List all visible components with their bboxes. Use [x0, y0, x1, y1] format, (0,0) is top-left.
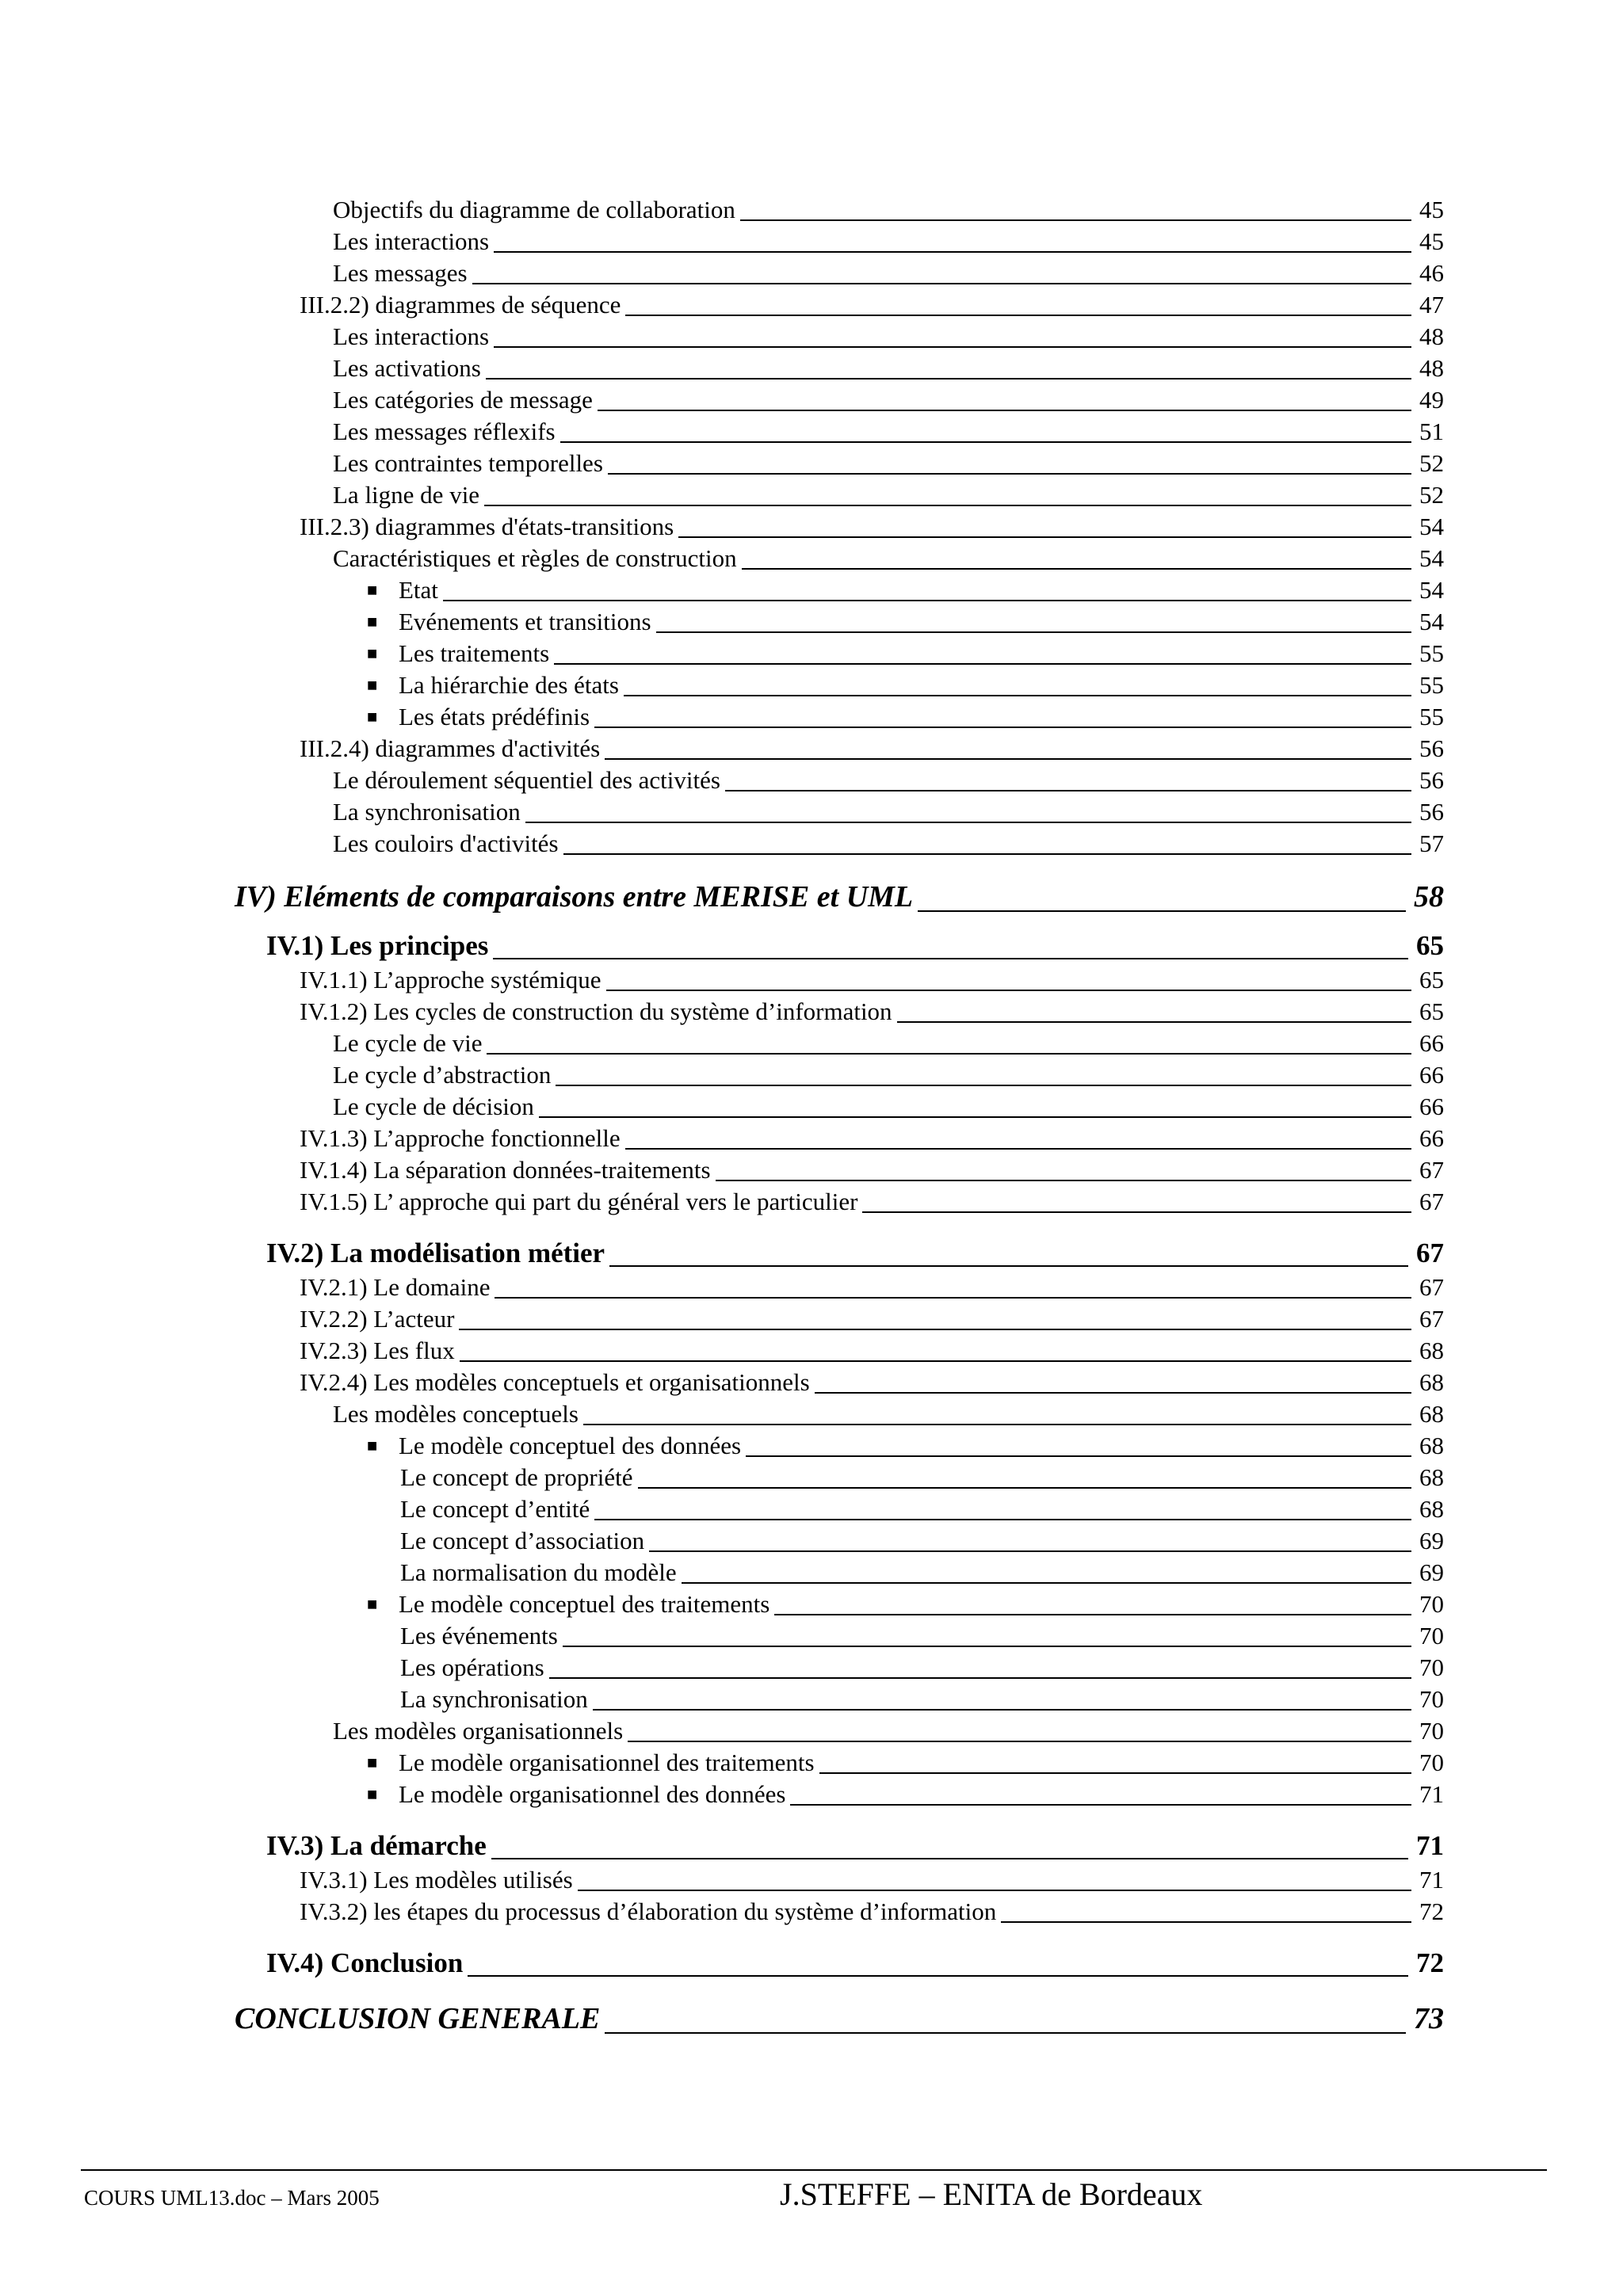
toc-entry-title: Les interactions [333, 227, 490, 255]
toc-entry[interactable] [400, 1652, 1444, 1684]
toc-leader-line [605, 2032, 1406, 2034]
toc-page-number: 68 [1419, 1368, 1444, 1396]
toc-entry-title: Le cycle d’abstraction [333, 1061, 552, 1089]
toc-page-number: 71 [1419, 1866, 1444, 1894]
toc-page-number: 47 [1419, 291, 1444, 318]
toc-page-number: 54 [1419, 544, 1444, 572]
toc-entry[interactable] [300, 1154, 1444, 1186]
toc-leader-line [484, 505, 1411, 506]
toc-leader-line [918, 910, 1406, 912]
toc-page-number: 68 [1419, 1495, 1444, 1523]
bullet-icon: ■ [367, 1594, 378, 1614]
toc-entry[interactable] [367, 574, 1444, 606]
toc-entry-title: Le concept d’entité [400, 1495, 590, 1523]
toc-entry-title: Les événements [400, 1622, 558, 1650]
toc-leader-line [740, 219, 1411, 221]
toc-leader-line [549, 1677, 1411, 1679]
toc-leader-line [649, 1550, 1411, 1552]
toc-entry[interactable] [333, 257, 1444, 289]
toc-leader-line [819, 1772, 1411, 1774]
toc-entry[interactable] [266, 1945, 1444, 1981]
toc-page-number: 67 [1419, 1156, 1444, 1184]
toc-entry[interactable] [333, 353, 1444, 384]
toc-entry-title: IV.3.2) les étapes du processus d’élaboration du système d’information [300, 1897, 997, 1925]
toc-entry-title: IV.2.3) Les flux [300, 1337, 455, 1364]
bullet-icon: ■ [367, 675, 378, 695]
toc-entry[interactable] [333, 448, 1444, 479]
toc-leader-line [539, 1116, 1411, 1118]
toc-entry[interactable] [333, 321, 1444, 353]
toc-entry[interactable] [300, 511, 1444, 543]
toc-leader-line [862, 1211, 1411, 1213]
toc-entry[interactable] [367, 1747, 1444, 1779]
toc-leader-line [468, 1975, 1408, 1977]
toc-entry[interactable] [333, 765, 1444, 796]
toc-entry[interactable] [300, 1303, 1444, 1335]
toc-page-number: 55 [1419, 703, 1444, 730]
toc-leader-line [638, 1487, 1412, 1489]
toc-entry[interactable] [333, 1059, 1444, 1091]
toc-leader-line [625, 1148, 1411, 1150]
toc-page-number: 66 [1419, 1124, 1444, 1152]
toc-entry-title: Les modèles organisationnels [333, 1717, 624, 1745]
toc-leader-line [624, 695, 1411, 696]
bullet-icon: ■ [367, 707, 378, 727]
toc-page-number: 54 [1419, 513, 1444, 540]
toc-page-number: 67 [1419, 1188, 1444, 1215]
toc-leader-line [472, 283, 1411, 284]
toc-page-number: 72 [1416, 1947, 1444, 1978]
toc-leader-line [495, 1297, 1411, 1299]
toc-entry[interactable] [300, 1864, 1444, 1896]
toc-entry-title: IV.4) Conclusion [266, 1947, 464, 1978]
toc-entry-title: IV.1.3) L’approche fonctionnelle [300, 1124, 621, 1152]
footer-divider [81, 2169, 1547, 2171]
toc-entry-title: Le modèle organisationnel des traitements [399, 1749, 815, 1776]
toc-leader-line [774, 1614, 1411, 1615]
toc-leader-line [606, 990, 1411, 991]
toc-leader-line [494, 346, 1411, 348]
toc-page-number: 70 [1419, 1653, 1444, 1681]
toc-page-number: 66 [1419, 1061, 1444, 1089]
toc-entry-title: IV) Eléments de comparaisons entre MERISE et UML [235, 880, 914, 913]
toc-page-number: 70 [1419, 1622, 1444, 1650]
toc-entry[interactable] [266, 928, 1444, 964]
toc-entry-title: Les opérations [400, 1653, 544, 1681]
toc-entry-title: IV.2) La modélisation métier [266, 1238, 605, 1268]
toc-page-number: 57 [1419, 830, 1444, 857]
toc-leader-line [897, 1021, 1411, 1023]
toc-entry-title: IV.2.2) L’acteur [300, 1305, 455, 1333]
toc-entry-title: Le modèle conceptuel des données [399, 1432, 742, 1459]
toc-entry[interactable] [300, 996, 1444, 1028]
toc-leader-line [725, 790, 1411, 791]
toc-entry-title: La hiérarchie des états [399, 671, 619, 699]
toc-page-number: 67 [1416, 1238, 1444, 1268]
toc-entry[interactable] [400, 1684, 1444, 1715]
toc-entry[interactable] [367, 638, 1444, 669]
toc-entry-title: IV.1.2) Les cycles de construction du système d’information [300, 997, 892, 1025]
toc-page-number: 70 [1419, 1749, 1444, 1776]
toc-page-number: 71 [1419, 1780, 1444, 1808]
toc-leader-line [746, 1455, 1411, 1457]
toc-page-number: 45 [1419, 196, 1444, 223]
toc-entry-title: Le concept d’association [400, 1527, 645, 1554]
toc-entry-title: Les modèles conceptuels [333, 1400, 579, 1428]
toc-entry[interactable] [400, 1620, 1444, 1652]
toc-entry-title: IV.1.1) L’approche systémique [300, 966, 601, 994]
toc-page-number: 51 [1419, 418, 1444, 445]
toc-entry-title: Les messages réflexifs [333, 418, 556, 445]
toc-page-number: 67 [1419, 1305, 1444, 1333]
toc-leader-line [609, 1265, 1408, 1267]
toc-entry[interactable] [333, 384, 1444, 416]
toc-leader-line [608, 473, 1411, 475]
toc-leader-line [578, 1890, 1411, 1891]
toc-entry[interactable] [300, 1335, 1444, 1367]
toc-page-number: 70 [1419, 1717, 1444, 1745]
toc-leader-line [1001, 1921, 1411, 1923]
toc-page-number: 65 [1419, 997, 1444, 1025]
toc-entry[interactable] [367, 1589, 1444, 1620]
toc-page-number: 68 [1419, 1337, 1444, 1364]
toc-leader-line [486, 378, 1411, 379]
toc-entry-title: Le cycle de décision [333, 1093, 534, 1120]
toc-leader-line [605, 758, 1411, 760]
toc-leader-line [487, 1053, 1411, 1055]
toc-leader-line [656, 631, 1411, 633]
toc-page-number: 69 [1419, 1527, 1444, 1554]
toc-page-number: 56 [1419, 734, 1444, 762]
toc-entry[interactable] [400, 1493, 1444, 1525]
toc-page-number: 54 [1419, 576, 1444, 604]
toc-entry-title: Caractéristiques et règles de construction [333, 544, 737, 572]
toc-page-number: 55 [1419, 671, 1444, 699]
toc-entry[interactable] [400, 1462, 1444, 1493]
toc-page-number: 48 [1419, 354, 1444, 382]
footer-author: J.STEFFE – ENITA de Bordeaux [780, 2176, 1203, 2212]
toc-page-number: 56 [1419, 798, 1444, 826]
toc-leader-line [583, 1424, 1411, 1425]
toc-entry[interactable] [235, 877, 1444, 917]
toc-entry[interactable] [333, 1398, 1444, 1430]
toc-entry[interactable] [333, 194, 1444, 226]
toc-entry[interactable] [333, 416, 1444, 448]
toc-entry[interactable] [300, 1896, 1444, 1928]
toc-page-number: 73 [1414, 2002, 1444, 2035]
toc-page-number: 66 [1419, 1093, 1444, 1120]
bullet-icon: ■ [367, 643, 378, 663]
toc-entry-title: Objectifs du diagramme de collaboration [333, 196, 735, 223]
toc-leader-line [560, 441, 1411, 443]
toc-entry-title: Les activations [333, 354, 481, 382]
toc-entry[interactable] [367, 1430, 1444, 1462]
toc-page-number: 49 [1419, 386, 1444, 414]
toc-page-number: 54 [1419, 608, 1444, 635]
toc-entry-title: IV.1) Les principes [266, 930, 489, 961]
toc-entry[interactable] [367, 701, 1444, 733]
toc-entry[interactable] [235, 1999, 1444, 2039]
toc-leader-line [460, 1360, 1411, 1362]
toc-entry[interactable] [367, 606, 1444, 638]
toc-entry-title: Les traitements [399, 639, 550, 667]
toc-page-number: 56 [1419, 766, 1444, 794]
toc-leader-line [628, 1741, 1411, 1742]
toc-entry[interactable] [300, 733, 1444, 765]
toc-entry-title: Etat [399, 576, 438, 604]
bullet-icon: ■ [367, 1753, 378, 1772]
toc-entry-title: Evénements et transitions [399, 608, 651, 635]
toc-entry[interactable] [300, 1272, 1444, 1303]
toc-page-number: 55 [1419, 639, 1444, 667]
toc-entry[interactable] [300, 1367, 1444, 1398]
toc-entry-title: III.2.3) diagrammes d'états-transitions [300, 513, 674, 540]
toc-leader-line [682, 1582, 1411, 1584]
toc-leader-line [815, 1392, 1411, 1394]
toc-page-number: 52 [1419, 481, 1444, 509]
toc-entry[interactable] [400, 1525, 1444, 1557]
toc-leader-line [493, 958, 1408, 959]
toc-leader-line [593, 1709, 1411, 1711]
toc-leader-line [494, 251, 1411, 253]
toc-leader-line [678, 536, 1411, 538]
toc-entry[interactable] [333, 828, 1444, 860]
toc-entry-title: Le cycle de vie [333, 1029, 483, 1057]
toc-entry[interactable] [333, 1715, 1444, 1747]
bullet-icon: ■ [367, 1784, 378, 1804]
toc-leader-line [625, 315, 1411, 316]
toc-entry-title: IV.1.5) L’ approche qui part du général vers le particulier [300, 1188, 858, 1215]
toc-leader-line [716, 1180, 1411, 1181]
toc-entry-title: Les couloirs d'activités [333, 830, 559, 857]
toc-page-number: 69 [1419, 1558, 1444, 1586]
toc-page-number: 70 [1419, 1685, 1444, 1713]
toc-entry[interactable] [333, 543, 1444, 574]
bullet-icon: ■ [367, 580, 378, 600]
toc-leader-line [459, 1329, 1411, 1330]
toc-entry[interactable] [400, 1557, 1444, 1589]
bullet-icon: ■ [367, 1436, 378, 1455]
toc-page-number: 46 [1419, 259, 1444, 287]
toc-page-number: 71 [1416, 1830, 1444, 1861]
toc-entry[interactable] [333, 1091, 1444, 1123]
toc-entry[interactable] [367, 669, 1444, 701]
toc-entry[interactable] [333, 479, 1444, 511]
toc-leader-line [742, 568, 1411, 570]
toc-entry-title: IV.2.4) Les modèles conceptuels et organisationnels [300, 1368, 810, 1396]
toc-page-number: 68 [1419, 1463, 1444, 1491]
toc-page-number: 68 [1419, 1432, 1444, 1459]
toc-page-number: 58 [1414, 880, 1444, 913]
toc-entry[interactable] [367, 1779, 1444, 1810]
toc-entry-title: III.2.2) diagrammes de séquence [300, 291, 621, 318]
toc-entry[interactable] [300, 964, 1444, 996]
toc-leader-line [594, 727, 1411, 728]
toc-entry-title: IV.3) La démarche [266, 1830, 487, 1861]
toc-entry-title: Les messages [333, 259, 468, 287]
toc-page-number: 45 [1419, 227, 1444, 255]
toc-entry[interactable] [300, 1186, 1444, 1218]
toc-leader-line [491, 1858, 1408, 1859]
toc-leader-line [443, 600, 1411, 601]
toc-entry-title: III.2.4) diagrammes d'activités [300, 734, 601, 762]
toc-leader-line [598, 410, 1411, 411]
toc-page-number: 72 [1419, 1897, 1444, 1925]
toc-leader-line [563, 1646, 1411, 1647]
toc-leader-line [790, 1804, 1411, 1806]
toc-entry-title: Les états prédéfinis [399, 703, 590, 730]
toc-entry-title: La ligne de vie [333, 481, 480, 509]
toc-entry-title: IV.3.1) Les modèles utilisés [300, 1866, 573, 1894]
toc-entry-title: Le modèle organisationnel des données [399, 1780, 786, 1808]
toc-page-number: 66 [1419, 1029, 1444, 1057]
toc-page-number: 48 [1419, 322, 1444, 350]
toc-entry[interactable] [333, 796, 1444, 828]
bullet-icon: ■ [367, 612, 378, 631]
toc-entry-title: Les contraintes temporelles [333, 449, 603, 477]
toc-page-number: 67 [1419, 1273, 1444, 1301]
toc-entry[interactable] [266, 1828, 1444, 1864]
toc-entry[interactable] [300, 289, 1444, 321]
toc-entry-title: CONCLUSION GENERALE [235, 2002, 601, 2035]
toc-page-number: 65 [1416, 930, 1444, 961]
toc-entry[interactable] [266, 1235, 1444, 1272]
toc-entry[interactable] [300, 1123, 1444, 1154]
toc-page-number: 52 [1419, 449, 1444, 477]
toc-entry-title: Le déroulement séquentiel des activités [333, 766, 720, 794]
footer-filename: COURS UML13.doc – Mars 2005 [84, 2186, 380, 2210]
toc-page-number: 65 [1419, 966, 1444, 994]
toc-entry[interactable] [333, 1028, 1444, 1059]
toc-entry-title: Les catégories de message [333, 386, 593, 414]
toc-entry-title: IV.2.1) Le domaine [300, 1273, 491, 1301]
toc-page-number: 70 [1419, 1590, 1444, 1618]
toc-leader-line [594, 1519, 1411, 1520]
toc-leader-line [554, 663, 1411, 665]
toc-leader-line [525, 822, 1411, 823]
toc-entry-title: La synchronisation [333, 798, 521, 826]
toc-page-number: 68 [1419, 1400, 1444, 1428]
toc-entry-title: Le concept de propriété [400, 1463, 633, 1491]
toc-entry-title: Les interactions [333, 322, 490, 350]
toc-entry-title: IV.1.4) La séparation données-traitements [300, 1156, 711, 1184]
toc-entry[interactable] [333, 226, 1444, 257]
toc-entry-title: La normalisation du modèle [400, 1558, 677, 1586]
toc-leader-line [556, 1085, 1411, 1086]
toc-leader-line [563, 853, 1411, 855]
toc-entry-title: La synchronisation [400, 1685, 588, 1713]
toc-entry-title: Le modèle conceptuel des traitements [399, 1590, 770, 1618]
